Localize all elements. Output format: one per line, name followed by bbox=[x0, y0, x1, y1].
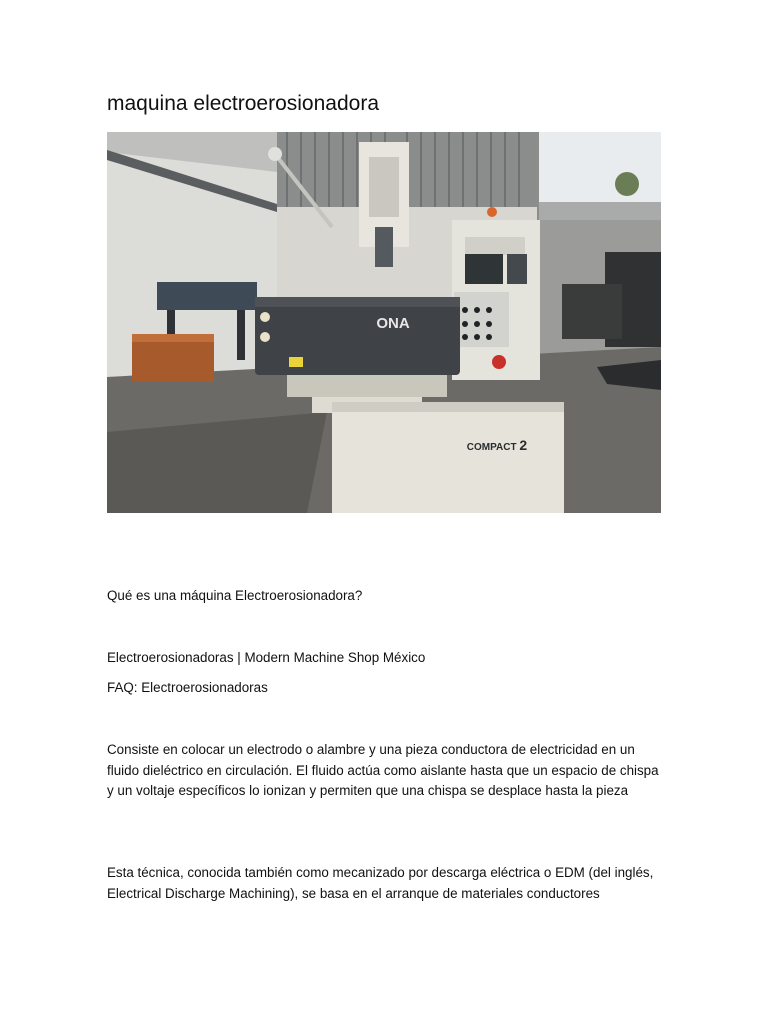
brand-logo: ONA bbox=[376, 315, 410, 332]
paragraph-definition: Consiste en colocar un electrodo o alambre y una pieza conductora de electricidad en un fluido dieléctrico en circulación. El fluido actúa como aislante hasta que un espacio de chispa y un voltaje específicos lo ionizan y permiten que una chispa se desplace hasta la pieza bbox=[107, 742, 659, 798]
question-heading: Qué es una máquina Electroerosionadora? bbox=[107, 588, 363, 603]
worktable bbox=[287, 375, 447, 397]
workbench bbox=[157, 282, 257, 310]
model-label: COMPACT 2 bbox=[466, 437, 528, 453]
edm-machine-photo bbox=[107, 132, 661, 513]
source-link-faq[interactable]: FAQ: Electroerosionadoras bbox=[107, 680, 268, 695]
source-link-modern-machine-shop[interactable]: Electroerosionadoras | Modern Machine Shop México bbox=[107, 650, 426, 665]
work-tank bbox=[255, 297, 460, 375]
page-title: maquina electroerosionadora bbox=[107, 92, 380, 115]
paragraph-technique: Esta técnica, conocida también como mecanizado por descarga eléctrica o EDM (del inglés, Electrical Discharge Machining), se basa en el arranque de materiales conductores bbox=[107, 865, 654, 901]
control-pendant bbox=[454, 292, 509, 347]
sky bbox=[539, 132, 661, 212]
machine-base bbox=[332, 402, 564, 513]
